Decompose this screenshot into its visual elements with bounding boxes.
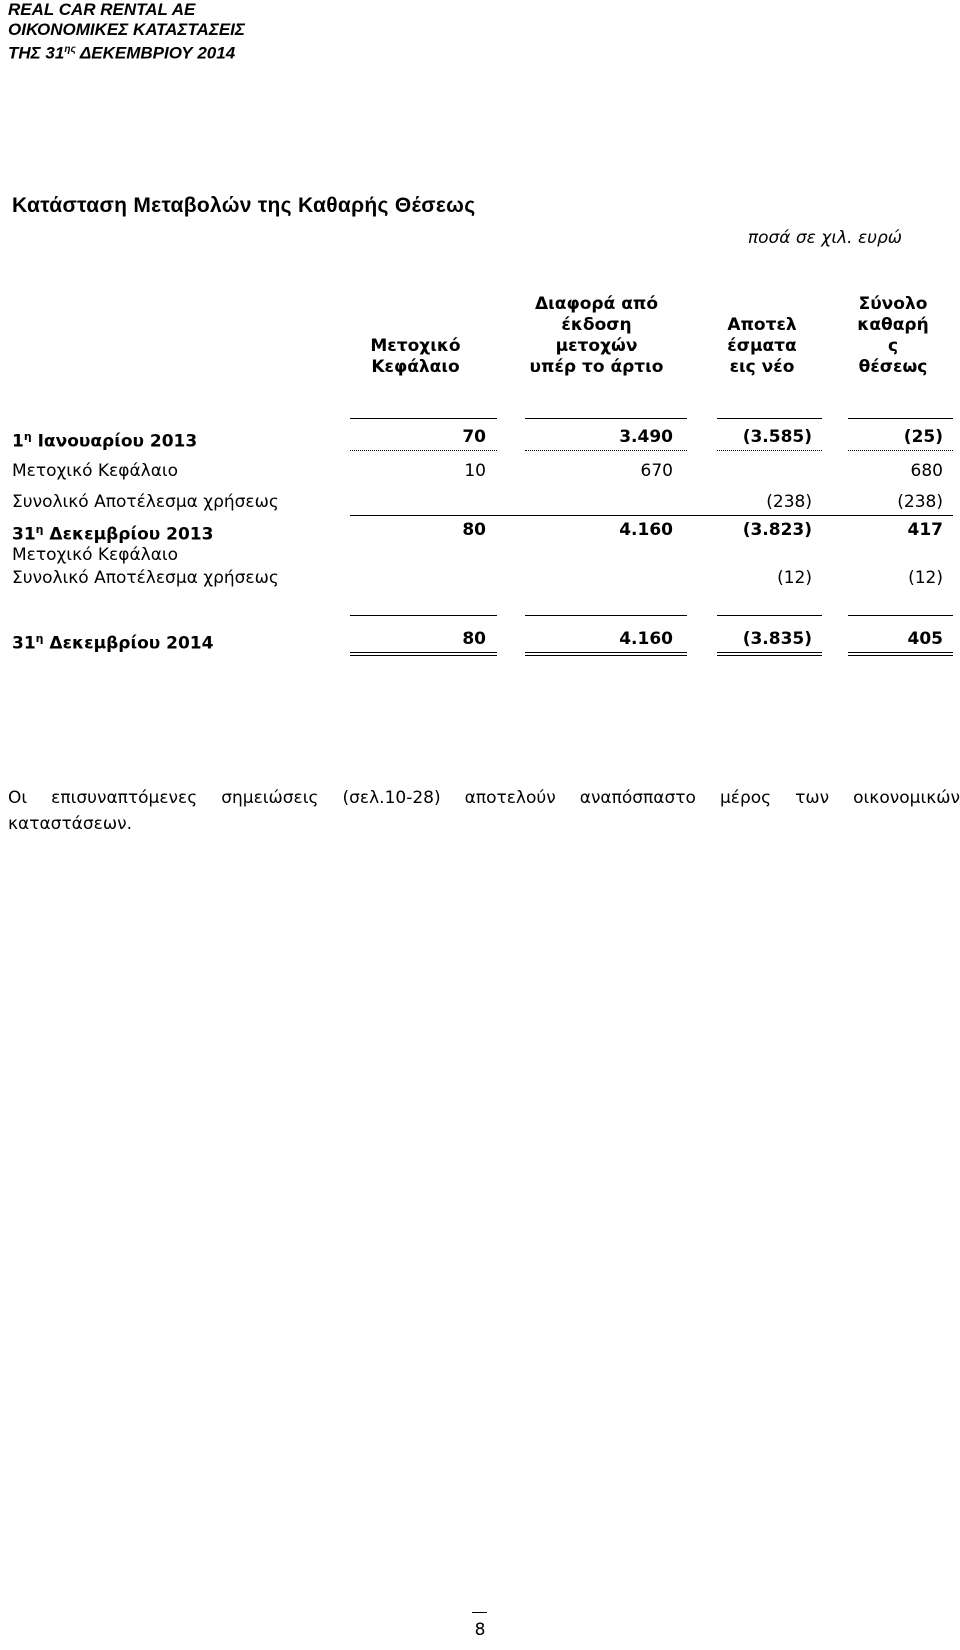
statement-title: Κατάσταση Μεταβολών της Καθαρής Θέσεως bbox=[12, 194, 476, 217]
cell-share-capital: 70 bbox=[462, 427, 486, 447]
double-total-rule bbox=[717, 652, 822, 656]
document-type: ΟΙΚΟΝΟΜΙΚΕΣ ΚΑΤΑΣΤΑΣΕΙΣ bbox=[8, 20, 245, 39]
table-row-total-result-2013 bbox=[0, 490, 960, 514]
document-date: ΤΗΣ $31^{\eta\varsigma}$ ΔΕΚΕΜΒΡΙΟΥ 2014 bbox=[8, 43, 236, 63]
double-total-rule bbox=[848, 652, 953, 656]
cell-total-equity: 405 bbox=[907, 629, 943, 649]
column-header-share-capital: Μετοχικό Κεφάλαιο bbox=[370, 336, 461, 377]
row-label: $31^\eta$ Δεκεμβρίου 2013 bbox=[12, 523, 214, 545]
cell-share-capital: 80 bbox=[462, 520, 486, 540]
header-rule bbox=[525, 418, 687, 419]
row-label: Μετοχικό Κεφάλαιο bbox=[12, 461, 179, 481]
column-header-share-premium: Διαφορά από έκδοση μετοχών υπέρ το άρτιο bbox=[529, 294, 664, 377]
cell-retained-earnings: (3.823) bbox=[742, 520, 812, 540]
page-number: 8 bbox=[474, 1620, 486, 1640]
row-label: Συνολικό Αποτέλεσμα χρήσεως bbox=[12, 568, 279, 588]
table-row-closing-2014 bbox=[0, 627, 960, 654]
company-name: REAL CAR RENTAL AE bbox=[8, 0, 196, 19]
footnote-word: αποτελούν bbox=[464, 788, 556, 808]
cell-share-premium: 3.490 bbox=[619, 427, 673, 447]
dotted-rule bbox=[350, 450, 497, 451]
total-rule bbox=[848, 615, 953, 616]
column-header-total-equity: Σύνολο καθαρή ς θέσεως bbox=[857, 294, 929, 377]
double-total-rule bbox=[525, 652, 687, 656]
cell-total-equity: (238) bbox=[897, 492, 943, 512]
header-rule bbox=[848, 418, 953, 419]
footnote-word: μέρος bbox=[719, 788, 772, 808]
column-header-retained-earnings: Αποτελ έσματα εις νέο bbox=[727, 315, 797, 377]
table-row-share-capital-2014 bbox=[0, 543, 960, 567]
row-label: $31^\eta$ Δεκεμβρίου 2014 bbox=[12, 632, 214, 654]
cell-share-capital: 80 bbox=[462, 629, 486, 649]
cell-share-capital: 10 bbox=[464, 461, 486, 481]
cell-total-equity: (25) bbox=[903, 427, 943, 447]
page-number-bar bbox=[472, 1612, 487, 1613]
cell-retained-earnings: (12) bbox=[777, 568, 812, 588]
header-rule bbox=[350, 418, 497, 419]
cell-share-premium: 670 bbox=[640, 461, 673, 481]
dotted-rule bbox=[848, 450, 953, 451]
double-total-rule bbox=[350, 652, 497, 656]
row-label: Μετοχικό Κεφάλαιο bbox=[12, 545, 179, 565]
footnote-word: επισυναπτόμενες bbox=[51, 788, 198, 808]
cell-retained-earnings: (3.835) bbox=[742, 629, 812, 649]
total-rule bbox=[350, 615, 497, 616]
cell-total-equity: (12) bbox=[908, 568, 943, 588]
footnote-line-2: καταστάσεων. bbox=[8, 814, 132, 834]
footnote bbox=[8, 785, 960, 837]
dotted-rule bbox=[525, 450, 687, 451]
footnote-word: (σελ.10-28) bbox=[342, 788, 441, 808]
footnote-word: οικονομικών bbox=[853, 788, 960, 808]
cell-retained-earnings: (238) bbox=[766, 492, 812, 512]
dotted-rule bbox=[717, 450, 822, 451]
header-rule bbox=[717, 418, 822, 419]
cell-total-equity: 680 bbox=[910, 461, 943, 481]
total-rule bbox=[525, 615, 687, 616]
cell-share-premium: 4.160 bbox=[619, 520, 673, 540]
cell-share-premium: 4.160 bbox=[619, 629, 673, 649]
footnote-word: σημειώσεις bbox=[221, 788, 319, 808]
total-rule bbox=[717, 615, 822, 616]
footnote-word: των bbox=[795, 788, 830, 808]
cell-total-equity: 417 bbox=[907, 520, 943, 540]
row-label: $1^\eta$ Ιανουαρίου 2013 bbox=[12, 430, 198, 452]
document-header bbox=[8, 0, 245, 64]
units-note: ποσά σε χιλ. ευρώ bbox=[747, 228, 902, 248]
table-row-closing-2013 bbox=[0, 518, 960, 545]
table-row-share-capital-2013 bbox=[0, 459, 960, 483]
table-row-total-result-2014 bbox=[0, 566, 960, 590]
cell-retained-earnings: (3.585) bbox=[742, 427, 812, 447]
row-label: Συνολικό Αποτέλεσμα χρήσεως bbox=[12, 492, 279, 512]
table-row-opening-2013 bbox=[0, 425, 960, 452]
subtotal-rule bbox=[350, 515, 953, 516]
footnote-word: Οι bbox=[8, 788, 28, 808]
footnote-word: αναπόσπαστο bbox=[579, 788, 696, 808]
